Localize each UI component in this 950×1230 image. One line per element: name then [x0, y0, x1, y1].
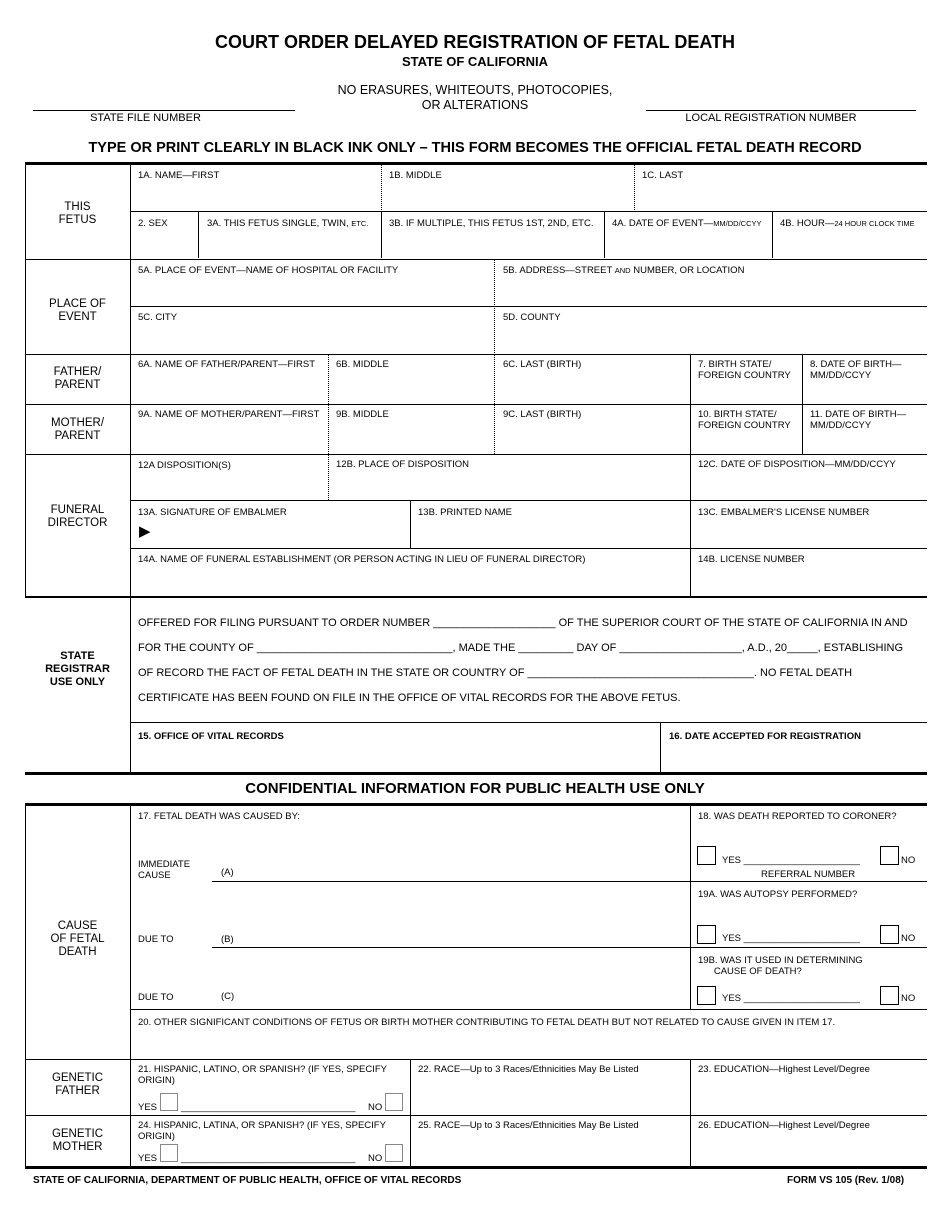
field-14a-label: 14A. NAME OF FUNERAL ESTABLISHMENT (OR PERSON ACTING IN LIEU OF FUNERAL DIRECTOR) [138, 554, 586, 565]
field-6a-label: 6A. NAME OF FATHER/PARENT—FIRST [138, 359, 315, 370]
autopsy-yes-label: YES ______________________ [722, 933, 860, 944]
instruction-banner: TYPE OR PRINT CLEARLY IN BLACK INK ONLY – THIS FORM BECOMES THE OFFICIAL FETAL DEATH RECORD [88, 140, 862, 156]
section-this-fetus: THIS FETUS [58, 201, 97, 226]
section-line [25, 354, 927, 355]
form-subtitle: STATE OF CALIFORNIA [401, 54, 549, 69]
autopsy-no-checkbox[interactable] [880, 925, 899, 944]
field-9c-label: 9C. LAST (BIRTH) [503, 409, 582, 420]
section-place-of-event: PLACE OF EVENT [49, 298, 106, 323]
field-16-label: 16. DATE ACCEPTED FOR REGISTRATION [669, 731, 861, 742]
section-line [25, 404, 927, 405]
field-8-label: 8. DATE OF BIRTH— MM/DD/CCYY [810, 359, 902, 381]
section-divider-lower [130, 803, 131, 1167]
confidential-bottom-rule [25, 803, 927, 806]
section-genetic-mother: GENETIC MOTHER [51, 1128, 104, 1153]
row-line [130, 211, 927, 212]
father-hispanic-origin-line[interactable]: _________________________________ [181, 1102, 356, 1113]
signature-arrow-icon: ▶ [139, 523, 151, 540]
divider [604, 211, 605, 258]
section-divider [130, 162, 131, 774]
field-4a-label: 4A. DATE OF EVENT—MM/DD/CCYY [612, 218, 762, 229]
field-19b-label: 19B. WAS IT USED IN DETERMINING CAUSE OF DEATH? [698, 955, 863, 977]
section-line [25, 259, 927, 260]
row-line [130, 306, 927, 307]
section-funeral-director: FUNERAL DIRECTOR [47, 504, 108, 529]
father-hispanic-yes-checkbox[interactable] [160, 1093, 178, 1111]
field-5b-label: 5B. ADDRESS—STREET AND NUMBER, OR LOCATION [503, 265, 745, 276]
section-line [25, 454, 927, 455]
mother-hispanic-yes-label: YES [138, 1153, 158, 1164]
field-9b-label: 9B. MIDDLE [336, 409, 389, 420]
field-1a-label: 1A. NAME—FIRST [138, 170, 220, 181]
field-4b-label: 4B. HOUR—24 HOUR CLOCK TIME [780, 218, 915, 229]
field-13c-label: 13C. EMBALMER'S LICENSE NUMBER [698, 507, 870, 518]
section-mother: MOTHER/ PARENT [50, 417, 105, 442]
divider [328, 354, 329, 500]
divider [381, 211, 382, 258]
footer-form-number: FORM VS 105 (Rev. 1/08) [787, 1175, 905, 1186]
father-hispanic-no-checkbox[interactable] [385, 1093, 403, 1111]
cause-a-label: (A) [221, 867, 234, 878]
field-14b-label: 14B. LICENSE NUMBER [698, 554, 805, 565]
field-3a-label: 3A. THIS FETUS SINGLE, TWIN, ETC. [207, 218, 369, 229]
coroner-yes-label: YES ______________________ [722, 855, 860, 866]
divider [198, 211, 199, 258]
field-1c-label: 1C. LAST [642, 170, 684, 181]
bottom-rule [25, 1166, 927, 1169]
field-13b-label: 13B. PRINTED NAME [418, 507, 512, 518]
divider [410, 500, 411, 548]
field-19a-label: 19A. WAS AUTOPSY PERFORMED? [698, 889, 858, 900]
cause-a-line[interactable] [212, 881, 690, 882]
field-18-label: 18. WAS DEATH REPORTED TO CORONER? [698, 811, 897, 822]
father-hispanic-no-label: NO [368, 1102, 383, 1113]
section-cause-of-fetal-death: CAUSE OF FETAL DEATH [50, 920, 105, 958]
confidential-banner: CONFIDENTIAL INFORMATION FOR PUBLIC HEALTH USE ONLY [245, 780, 705, 797]
row-line [130, 1009, 927, 1010]
section-line [25, 1115, 927, 1116]
section-genetic-father: GENETIC FATHER [51, 1072, 104, 1097]
divider [690, 1059, 691, 1167]
determining-yes-label: YES ______________________ [722, 993, 860, 1004]
divider [690, 354, 691, 596]
mother-hispanic-no-checkbox[interactable] [385, 1144, 403, 1162]
field-1b-label: 1B. MIDDLE [389, 170, 442, 181]
determining-no-label: NO [901, 993, 916, 1004]
local-registration-number-label: LOCAL REGISTRATION NUMBER [685, 112, 857, 124]
determining-no-checkbox[interactable] [880, 986, 899, 1005]
field-2-label: 2. SEX [138, 218, 168, 229]
cause-c-label: (C) [221, 991, 235, 1002]
field-6b-label: 6B. MIDDLE [336, 359, 389, 370]
top-rule [25, 162, 927, 165]
autopsy-yes-checkbox[interactable] [697, 925, 716, 944]
cause-b-label: (B) [221, 934, 234, 945]
left-border-lower [25, 803, 26, 1167]
referral-number-label: REFERRAL NUMBER [761, 869, 856, 880]
immediate-cause-label: IMMEDIATE CAUSE [138, 859, 191, 881]
coroner-no-label: NO [901, 855, 916, 866]
divider [660, 722, 661, 774]
field-5d-label: 5D. COUNTY [503, 312, 561, 323]
due-to-2-label: DUE TO [138, 992, 174, 1003]
field-11-label: 11. DATE OF BIRTH— MM/DD/CCYY [810, 409, 907, 431]
field-6c-label: 6C. LAST (BIRTH) [503, 359, 582, 370]
notice-line-1: NO ERASURES, WHITEOUTS, PHOTOCOPIES, [337, 83, 613, 97]
cause-b-line[interactable] [212, 947, 690, 948]
state-file-number-line[interactable] [33, 110, 295, 111]
field-13a-label: 13A. SIGNATURE OF EMBALMER [138, 507, 287, 518]
field-12a-label: 12A DISPOSITION(S) [138, 460, 231, 471]
field-10-label: 10. BIRTH STATE/ FOREIGN COUNTRY [698, 409, 791, 431]
determining-yes-checkbox[interactable] [697, 986, 716, 1005]
field-5a-label: 5A. PLACE OF EVENT—NAME OF HOSPITAL OR FACILITY [138, 265, 399, 276]
coroner-no-checkbox[interactable] [880, 846, 899, 865]
mother-hispanic-no-label: NO [368, 1153, 383, 1164]
row-line [130, 548, 927, 549]
field-7-label: 7. BIRTH STATE/ FOREIGN COUNTRY [698, 359, 791, 381]
field-21-label: 21. HISPANIC, LATINO, OR SPANISH? (IF YES, SPECIFY ORIGIN) [138, 1064, 387, 1086]
local-registration-number-line[interactable] [646, 110, 916, 111]
field-5c-label: 5C. CITY [138, 312, 178, 323]
field-24-label: 24. HISPANIC, LATINA, OR SPANISH? (IF YES, SPECIFY ORIGIN) [138, 1120, 386, 1142]
form-title: COURT ORDER DELAYED REGISTRATION OF FETAL DEATH [214, 32, 735, 52]
row-line [130, 722, 927, 723]
field-22-label: 22. RACE—Up to 3 Races/Ethnicities May Be Listed [418, 1064, 639, 1075]
section-father: FATHER/ PARENT [53, 366, 102, 391]
row-line [130, 500, 927, 501]
coroner-yes-checkbox[interactable] [697, 846, 716, 865]
row-line [690, 947, 927, 948]
state-file-number-label: STATE FILE NUMBER [90, 112, 201, 124]
due-to-1-label: DUE TO [138, 934, 174, 945]
mother-hispanic-yes-checkbox[interactable] [160, 1144, 178, 1162]
field-20-label: 20. OTHER SIGNIFICANT CONDITIONS OF FETUS OR BIRTH MOTHER CONTRIBUTING TO FETAL DEATH BUT NOT RELATED TO CAUSE GIVEN IN ITEM 17. [138, 1017, 836, 1028]
field-15-label: 15. OFFICE OF VITAL RECORDS [138, 731, 284, 742]
field-17-label: 17. FETAL DEATH WAS CAUSED BY: [138, 811, 301, 822]
divider [634, 165, 635, 210]
row-line [690, 881, 927, 882]
divider [381, 165, 382, 210]
father-hispanic-yes-label: YES [138, 1102, 158, 1113]
notice-line-2: OR ALTERATIONS [421, 98, 529, 112]
field-9a-label: 9A. NAME OF MOTHER/PARENT—FIRST [138, 409, 320, 420]
field-25-label: 25. RACE—Up to 3 Races/Ethnicities May Be Listed [418, 1120, 639, 1131]
registrar-text-line-3: OF RECORD THE FACT OF FETAL DEATH IN THE STATE OR COUNTRY OF _____________________________________. NO FETAL DEATH [138, 667, 853, 679]
section-line [25, 1059, 927, 1060]
divider [690, 803, 691, 1009]
divider [772, 211, 773, 258]
field-12c-label: 12C. DATE OF DISPOSITION—MM/DD/CCYY [698, 459, 896, 470]
field-12b-label: 12B. PLACE OF DISPOSITION [336, 459, 470, 470]
divider [410, 1059, 411, 1167]
field-23-label: 23. EDUCATION—Highest Level/Degree [698, 1064, 870, 1075]
footer-department: STATE OF CALIFORNIA, DEPARTMENT OF PUBLIC HEALTH, OFFICE OF VITAL RECORDS [33, 1175, 462, 1186]
confidential-top-rule [25, 772, 927, 775]
field-26-label: 26. EDUCATION—Highest Level/Degree [698, 1120, 870, 1131]
section-state-registrar: STATE REGISTRAR USE ONLY [45, 650, 110, 688]
autopsy-no-label: NO [901, 933, 916, 944]
registrar-top-rule [25, 596, 927, 598]
registrar-text-line-2: FOR THE COUNTY OF ________________________________, MADE THE _________ DAY OF ____________________, A.D., 20_____, ESTABLISHING [138, 642, 904, 654]
mother-hispanic-origin-line[interactable]: _________________________________ [181, 1153, 356, 1164]
registrar-text-line-1: OFFERED FOR FILING PURSUANT TO ORDER NUMBER ____________________ OF THE SUPERIOR COURT OF THE STATE OF CALIFORNIA IN AND [138, 617, 908, 629]
field-3b-label: 3B. IF MULTIPLE, THIS FETUS 1ST, 2ND, ETC. [389, 218, 594, 229]
registrar-text-line-4: CERTIFICATE HAS BEEN FOUND ON FILE IN THE OFFICE OF VITAL RECORDS FOR THE ABOVE FETUS. [138, 692, 681, 704]
